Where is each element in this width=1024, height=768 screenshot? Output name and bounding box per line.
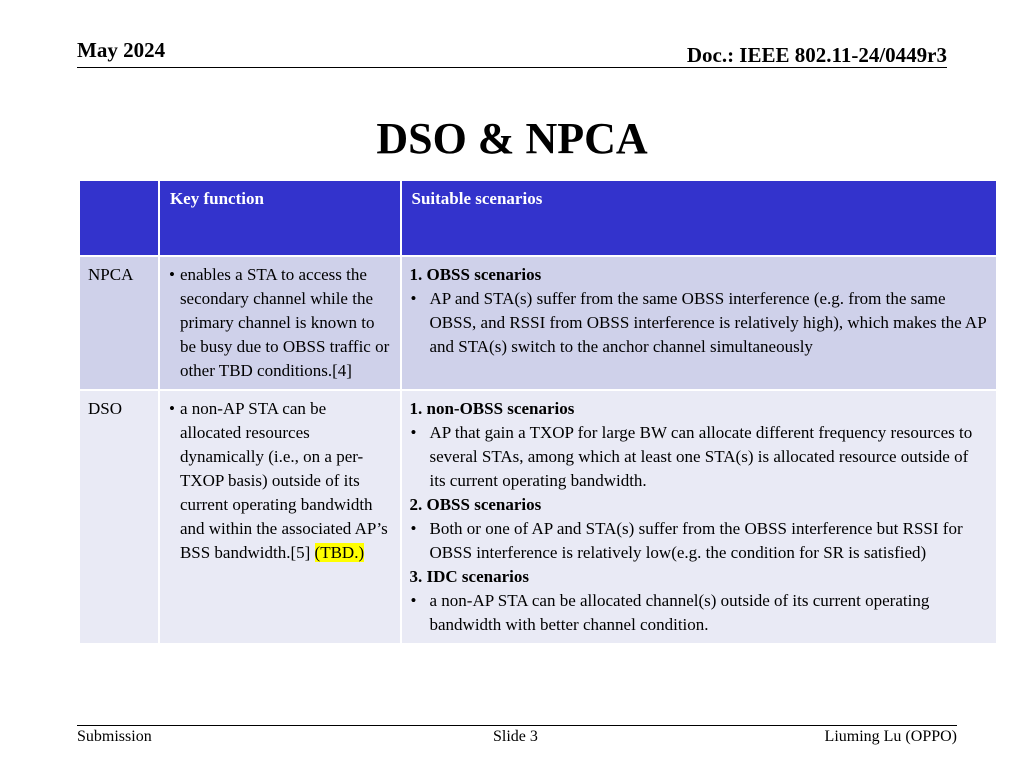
table-row-npca <box>79 256 997 390</box>
header-cell-key-function: Key function <box>159 180 401 256</box>
key-function-text: • enables a STA to access the secondary channel while the primary channel is known to be busy due to OBSS traffic or other TBD conditions.[4] <box>168 263 392 383</box>
table-row-dso <box>79 390 997 644</box>
footer-author: Liuming Lu (OPPO) <box>824 728 957 745</box>
header-doc-id: Doc.: IEEE 802.11-24/0449r3 <box>686 43 947 67</box>
row-label: DSO <box>79 390 159 644</box>
scenario-bullet: • a non-AP STA can be allocated channel(s) outside of its current operating bandwidth with better channel condition. <box>410 589 989 637</box>
scenario-bullet: • AP that gain a TXOP for large BW can allocate different frequency resources to several STAs, among which at least one STA(s) is allocated resource outside of its current operating bandwidth. <box>410 421 989 493</box>
slide-title: DSO & NPCA <box>376 114 648 163</box>
footer-slide-number: Slide 3 <box>493 728 538 745</box>
key-function-cell <box>159 390 401 644</box>
key-function-cell <box>159 256 401 390</box>
scenario-bullet: • AP and STA(s) suffer from the same OBSS interference (e.g. from the same OBSS, and RSSI from OBSS interference is relatively high), which makes the AP and STA(s) switch to the anchor channel simultaneously <box>410 287 989 359</box>
scenario-heading: 2. OBSS scenarios <box>409 495 542 514</box>
tbd-highlight: (TBD.) <box>314 543 365 562</box>
comparison-table <box>78 179 998 645</box>
key-function-item <box>168 397 392 565</box>
scenario-heading: 1. non-OBSS scenarios <box>409 399 575 418</box>
footer-submission: Submission <box>77 728 152 745</box>
header-cell-suitable-scenarios: Suitable scenarios <box>401 180 998 256</box>
scenario-bullet: • Both or one of AP and STA(s) suffer from the OBSS interference but RSSI for OBSS interference is relatively low(e.g. the condition for SR is satisfied) <box>410 517 989 565</box>
scenarios-cell <box>401 256 998 390</box>
scenario-heading: 3. IDC scenarios <box>409 567 529 586</box>
key-function-text: a non-AP STA can be allocated resources dynamically (i.e., on a per-TXOP basis) outside of its current operating bandwidth and within the associated AP’s BSS bandwidth.[5] <box>179 399 388 562</box>
header-divider <box>77 67 947 68</box>
table-header-row <box>79 180 997 256</box>
footer-divider <box>77 725 957 726</box>
row-label: NPCA <box>79 256 159 390</box>
header-cell-empty <box>79 180 159 256</box>
scenario-heading: 1. OBSS scenarios <box>409 265 542 284</box>
header-date: May 2024 <box>77 38 166 62</box>
scenarios-cell <box>401 390 998 644</box>
